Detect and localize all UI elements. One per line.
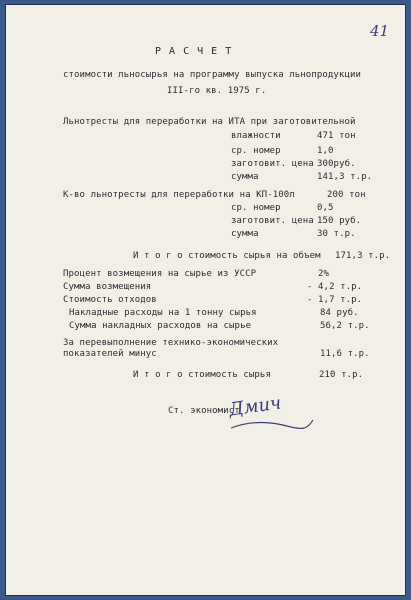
total2-value: 210 т.р. [319, 370, 364, 380]
section1-label: сумма [231, 172, 259, 182]
document-subtitle-2: III-го кв. 1975 г. [167, 86, 267, 96]
total2-label: И т о г о стоимость сырья [133, 370, 271, 380]
calc-line-value: - 1,7 т.р. [307, 295, 363, 305]
section1-value: 141,3 т.р. [317, 172, 373, 182]
section1-label: влажности [231, 131, 281, 141]
section1-value: 471 тон [317, 131, 356, 141]
section2-header-value: 200 тон [327, 190, 366, 200]
page-number: 41 [370, 22, 390, 40]
calc-line-value: - 4,2 т.р. [307, 282, 363, 292]
signature-flourish [227, 416, 317, 436]
section2-label: заготовит. цена [231, 216, 314, 226]
section1-value: 300руб. [317, 159, 356, 169]
overfulfil-value: 11,6 т.р. [320, 349, 370, 359]
section2-value: 150 руб. [317, 216, 362, 226]
calc-line-value: 84 руб. [320, 308, 359, 318]
calc-line-label: Сумма накладных расходов на сырье [69, 321, 252, 331]
section2-label: сумма [231, 229, 259, 239]
document-page [5, 4, 406, 596]
section1-header: Льнотресты для переработки на ИТА при заготовительной [63, 117, 356, 127]
calc-line-value: 56,2 т.р. [320, 321, 370, 331]
total1-label: И т о г о стоимость сырья на объем [133, 251, 321, 261]
section1-label: заготовит. цена [231, 159, 314, 169]
handwritten-signature: Дмич [227, 392, 283, 421]
total1-value: 171,3 т.р. [335, 251, 391, 261]
calc-line-label: Накладные расходы на 1 тонну сырья [69, 308, 257, 318]
section2-value: 0,5 [317, 203, 334, 213]
calc-line-label: Сумма возмещения [63, 282, 152, 292]
calc-line-label: Стоимость отходов [63, 295, 157, 305]
document-subtitle-1: стоимости льносырья на программу выпуска льнопродукции [63, 70, 361, 80]
section1-value: 1,0 [317, 146, 334, 156]
overfulfil-line-1: За перевыполнение технико-экономических [63, 338, 279, 348]
section1-label: ср. номер [231, 146, 281, 156]
document-title: Р А С Ч Е Т [155, 46, 233, 57]
calc-line-label: Процент возмещения на сырье из УССР [63, 269, 257, 279]
section2-header: К-во льнотресты для переработки на КП-100л [63, 190, 295, 200]
overfulfil-line-2: показателей минус [63, 349, 157, 359]
signer-title: Ст. экономист [168, 406, 240, 416]
calc-line-value: 2% [318, 269, 330, 279]
section2-label: ср. номер [231, 203, 281, 213]
section2-value: 30 т.р. [317, 229, 356, 239]
